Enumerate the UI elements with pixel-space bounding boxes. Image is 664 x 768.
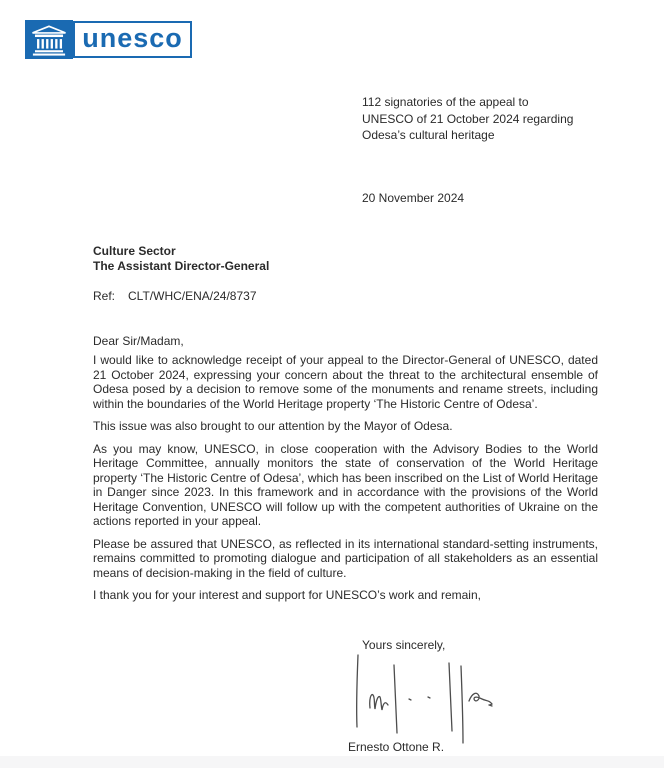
unesco-wordmark: unesco (82, 22, 183, 53)
reference-value: CLT/WHC/ENA/24/8737 (128, 289, 257, 303)
sender-title: The Assistant Director-General (93, 258, 270, 273)
paragraph-monitoring: As you may know, UNESCO, in close cooperation with the Advisory Bodies to the World Heritage Committee, annually monitors the state of conservation of the World Heritage property ‘The Historic Centre of Odesa’, which has been inscribed on the List of World Heritage in Danger since 2023. In this framework and in accordance with the provisions of the World Heritage Convention, UNESCO will follow up with the competent authorities of Ukraine on the actions reported in your appeal. (93, 441, 598, 528)
salutation: Dear Sir/Madam, (93, 334, 184, 348)
sender-block (93, 244, 269, 273)
page-bottom-edge (0, 756, 664, 768)
paragraph-assurance: Please be assured that UNESCO, as reflected in its international standard-setting instruments, remains committed to promoting dialogue and participation of all stakeholders as an essential means of decision-making in the field of culture. (93, 536, 598, 580)
paragraph-acknowledgement: I would like to acknowledge receipt of your appeal to the Director-General of UNESCO, dated 21 October 2024, expressing your concern about the threat to the architectural ensemble of Odesa posed by a decision to remove some of the monuments and rename streets, including within the boundaries of the World Heritage property ‘The Historic Centre of Odesa’. (93, 353, 598, 411)
letter-date: 20 November 2024 (362, 191, 465, 205)
valediction: Yours sincerely, (362, 638, 446, 652)
letter-body (93, 353, 598, 611)
unesco-wordmark-box (73, 21, 192, 58)
unesco-temple-icon (25, 20, 73, 59)
paragraph-mayor: This issue was also brought to our attention by the Mayor of Odesa. (93, 419, 453, 433)
signer-name: Ernesto Ottone R. (348, 740, 445, 754)
sender-sector: Culture Sector (93, 244, 176, 258)
reference-line (93, 289, 257, 303)
reference-label: Ref: (93, 289, 116, 303)
paragraph-thanks: I thank you for your interest and support for UNESCO’s work and remain, (93, 588, 481, 602)
unesco-logo (25, 20, 192, 59)
recipient-block (362, 94, 573, 144)
recipient-line-1: 112 signatories of the appeal to (362, 95, 529, 109)
recipient-line-3: Odesa’s cultural heritage (362, 128, 495, 142)
recipient-line-2: UNESCO of 21 October 2024 regarding (362, 111, 574, 126)
